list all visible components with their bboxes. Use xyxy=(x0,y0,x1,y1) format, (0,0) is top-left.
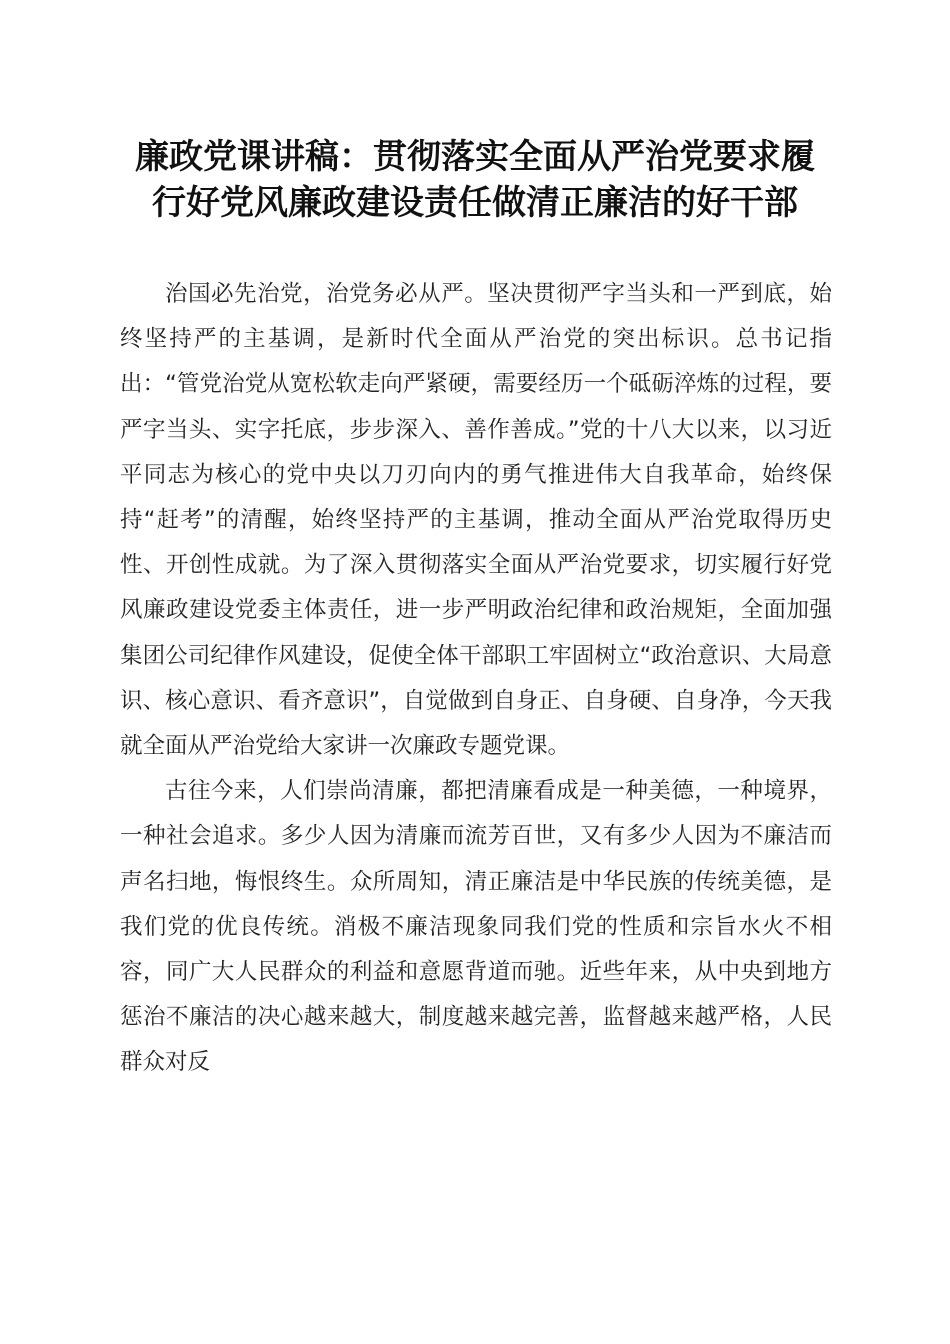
document-title xyxy=(100,134,850,226)
paragraph-1: 治国必先治党，治党务必从严。坚决贯彻严字当头和一严到底，始终坚持严的主基调，是新时代全面从严治党的突出标识。总书记指出：“管党治党从宽松软走向严紧硬，需要经历一个砥砺淬炼的过程，要严字当头、实字托底，步步深入、善作善成。”党的十八大以来，以习近平同志为核心的党中央以刀刃向内的勇气推进伟大自我革命，始终保持“赶考”的清醒，始终坚持严的主基调，推动全面从严治党取得历史性、开创性成就。为了深入贯彻落实全面从严治党要求，切实履行好党风廉政建设党委主体责任，进一步严明政治纪律和政治规矩，全面加强集团公司纪律作风建设，促使全体干部职工牢固树立“政治意识、大局意识、核心意识、看齐意识”，自觉做到自身正、自身硬、自身净，今天我就全面从严治党给大家讲一次廉政专题党课。 xyxy=(120,281,832,760)
title-line-2: 行好党风廉政建设责任做清正廉洁的好干部 xyxy=(152,183,798,223)
title-line-1: 廉政党课讲稿：贯彻落实全面从严治党要求履 xyxy=(135,137,815,177)
document-body xyxy=(120,272,832,1086)
paragraph-2: 古往今来，人们崇尚清廉，都把清廉看成是一种美德，一种境界，一种社会追求。多少人因为清廉而流芳百世，又有多少人因为不廉洁而声名扫地，悔恨终生。众所周知，清正廉洁是中华民族的传统美德，是我们党的优良传统。消极不廉洁现象同我们党的性质和宗旨水火不相容，同广大人民群众的利益和意愿背道而驰。近些年来，从中央到地方惩治不廉洁的决心越来越大，制度越来越完善，监督越来越严格，人民群众对反 xyxy=(120,778,832,1076)
